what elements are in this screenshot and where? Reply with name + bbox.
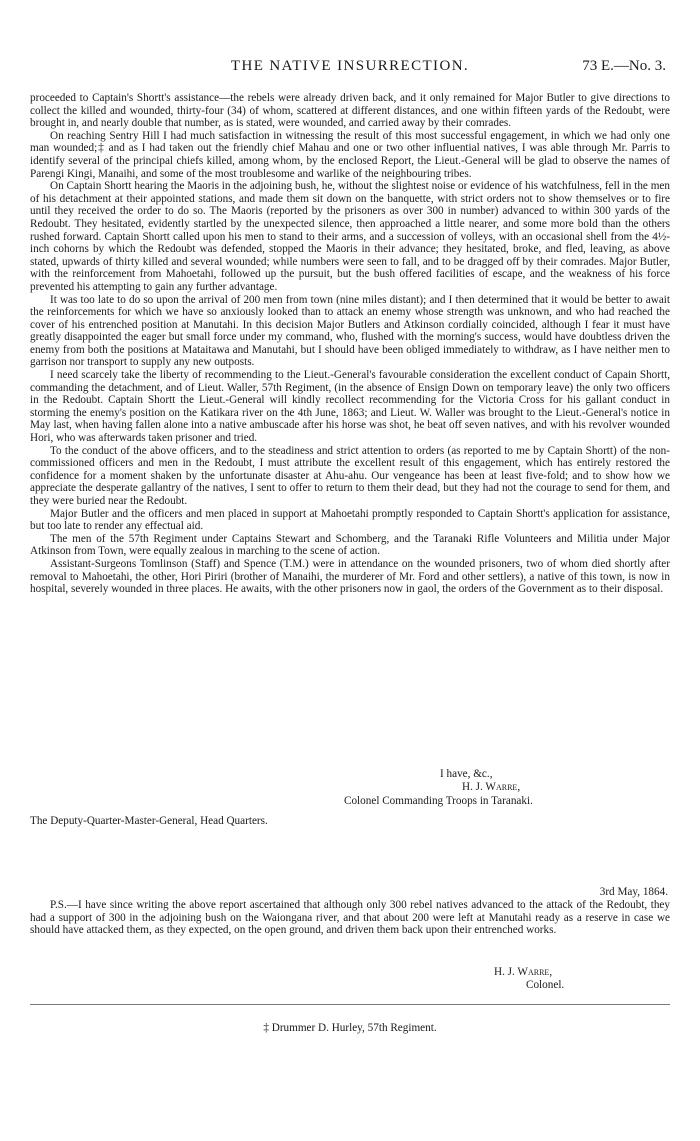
postscript-rank: Colonel. (526, 979, 565, 991)
paragraph: The men of the 57th Regiment under Captains Stewart and Schomberg, and the Taranaki Rifle Volunteers and Militia under Major Atkinson from Town, were equally zealous in marching to the scene of action. (30, 532, 670, 558)
paragraph: It was too late to do so upon the arrival of 200 men from town (nine miles distant); and I then determined that it would be better to await the reinforcements for which we have so anxiously looked than to attack an enemy whose strength was unknown, and who had reached the cover of his entrenched position at Manutahi. In this decision Major Butlers and Atkinson cordially coincided, although I fear it must have greatly disappointed the eager but small force under my command, who, flushed with the morning's success, would have doubtless driven the enemy from both the positions at Mataitawa and Manutahi, but I should have been obliged immediately to withdraw, as I have neither men to garrison nor transport to supply any new outposts. (30, 293, 670, 369)
footnote-rule (30, 1004, 670, 1005)
page-reference: 73 E.—No. 3. (582, 58, 666, 74)
postscript-text: P.S.—I have since writing the above report ascertained that although only 300 rebel natives advanced to the attack of the Redoubt, they had a support of 300 in the adjoining bush on the Waiongana river, and that about 200 were left at Manutahi ready as a reserve in case we should have attacked them, as they expected, on the open ground, and driven them back upon their entrenched works. (30, 899, 670, 937)
postscript-name: H. J. Warre, (494, 966, 553, 978)
signature-title: Colonel Commanding Troops in Taranaki. (344, 795, 533, 807)
report-body (30, 92, 670, 596)
signature-name: H. J. Warre, (462, 781, 521, 793)
paragraph: proceeded to Captain's Shortt's assistance—the rebels were already driven back, and it only remained for Major Butler to give directions to collect the killed and wounded, thirty-four (34) of whom, scattered at different distances, and one within fifteen yards of the Redoubt, were brought in, and nearly double that number, as is stated, were wounded, and carried away by their comrades. (30, 92, 670, 130)
paragraph: Assistant-Surgeons Tomlinson (Staff) and Spence (T.M.) were in attendance on the wounded prisoners, two of whom died shortly after removal to Mahoetahi, the other, Hori Piriri (brother of Manaihi, the murderer of Mr. Ford and other settlers), a native of this town, is now in hospital, severely wounded in three places. He awaits, with the other prisoners now in gaol, the orders of the Government as to their disposal. (30, 557, 670, 596)
paragraph: On Captain Shortt hearing the Maoris in the adjoining bush, he, without the slightest noise or evidence of his watchfulness, fell in the men of his detachment at their appointed stations, and made them sit down on the banquette, with strict orders not to show themselves or to fire until they received the order to do so. The Maoris (reported by the prisoners as over 300 in number) advanced to within 300 yards of the Redoubt. They hesitated, evidently startled by the unexpected silence, then approached a little nearer, and some more bold than the others rushed forward. Captain Shortt called upon his men to stand to their arms, and a succession of volleys, with an occasional shell from the 4½-inch cohorns by which the Redoubt was defended, stopped the Maoris in their advance; they hesitated, broke, and fled, leaving, as above stated, upwards of thirty killed and several wounded; while numbers were seen to fall, and to be dragged off by their comrades. Major Butler, with the reinforcement from Mahoetahi, followed up the pursuit, but the bush offered facilities of escape, and the weakness of his force prevented his attempting to gain any further advantage. (30, 180, 670, 293)
paragraph: On reaching Sentry Hill I had much satisfaction in witnessing the result of this most successful engagement, in which we had only one man wounded;‡ and as I had taken out the friendly chief Mahau and one or two other influential natives, I was able through Mr. Parris to identify several of the principal chiefs killed, among whom, by the enclosed Report, the Lieut.-General will be glad to observe the names of Parengi Kingi, Manaihi, and some of the most troublesome and warlike of the neighbouring tribes. (30, 129, 670, 180)
paragraph: To the conduct of the above officers, and to the steadiness and strict attention to orders (as reported to me by Captain Shortt) of the non-commissioned officers and men in the Redoubt, I must attribute the excellent result of this engagement, which has entirely restored the confidence for a moment shaken by the unfortunate disaster at Ahu-ahu. Our vengeance has been at least five-fold; and to show how we appreciate the desperate gallantry of the natives, I sent to offer to return to them their dead, but they had not the courage to send for them, and they were buried near the Redoubt. (30, 444, 670, 507)
footnote: ‡ Drummer D. Hurley, 57th Regiment. (263, 1022, 437, 1034)
addressee: The Deputy-Quarter-Master-General, Head Quarters. (30, 815, 268, 827)
page-header (0, 58, 700, 78)
signature-closing: I have, &c., (440, 768, 493, 780)
paragraph: Major Butler and the officers and men placed in support at Mahoetahi promptly responded to Captain Shortt's application for assistance, but too late to render any effectual aid. (30, 507, 670, 533)
running-title: THE NATIVE INSURRECTION. (230, 58, 470, 74)
postscript-date: 3rd May, 1864. (599, 886, 668, 898)
paragraph: I need scarcely take the liberty of recommending to the Lieut.-General's favourable consideration the excellent conduct of Capain Shortt, commanding the detachment, and of Lieut. Waller, 57th Regiment, (in the absence of Ensign Down on temporary leave) the only two officers in the Redoubt. Captain Shortt the Lieut.-General will kindly recollect recommending for the Victoria Cross for his gallant conduct in storming the enemy's position on the Katikara river on the 4th June, 1863; and Lieut. W. Waller was brought to the Lieut.-General's notice in May last, when having fallen alone into a native ambuscade after his horse was shot, he beat off seven natives, and with his revolver wounded Hori, who was afterwards taken prisoner and tried. (30, 369, 670, 445)
